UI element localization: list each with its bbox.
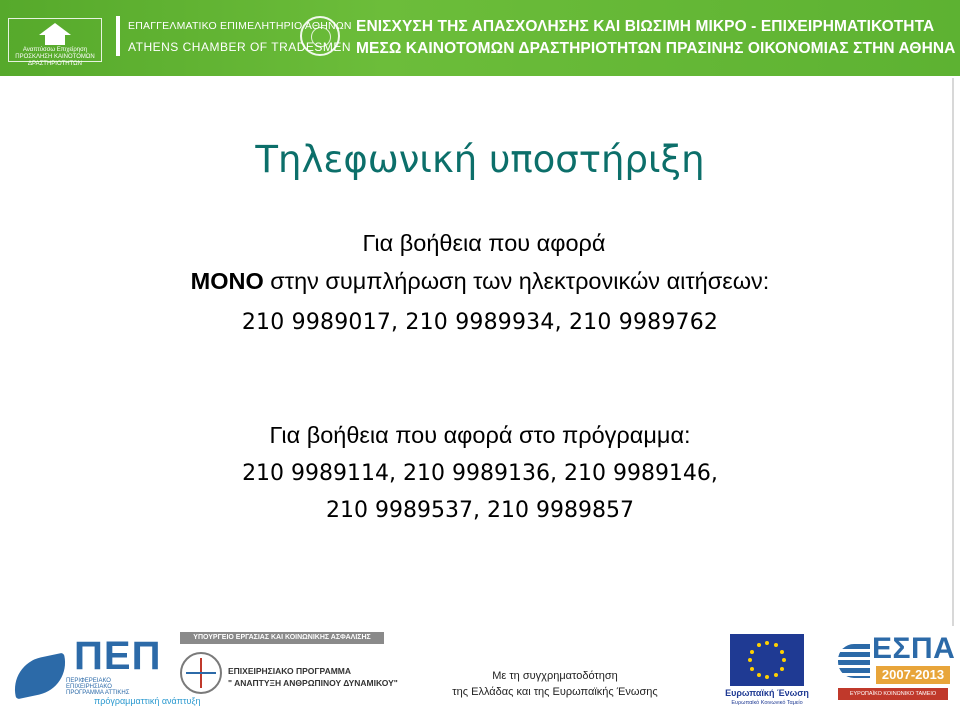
top-banner (0, 0, 960, 76)
pep-tagline: πρόγραμματτική ανάπτυξη (94, 696, 201, 706)
program-help-phones-2: 210 9989537, 210 9989857 (326, 498, 634, 523)
compass-icon (180, 652, 222, 694)
eu-star-icon (757, 673, 761, 677)
chamber-divider (116, 16, 120, 56)
cofund-line1: Με τη συγχρηματοδότηση (492, 670, 618, 682)
house-icon (39, 23, 71, 35)
project-logo-text: Αναπτύσσω Επιχείρηση ΠΡΟΣΚΛΗΣΗ ΚΑΙΝΟΤΟΜΩΝ ΔΡΑΣΤΗΡΙΟΤΗΤΩΝ (15, 47, 95, 67)
pep-swoosh-icon (9, 653, 71, 700)
op-line1: ΕΠΙΧΕΙΡΗΣΙΑΚΟ ΠΡΟΓΡΑΜΜΑ (228, 666, 352, 676)
eu-star-icon (782, 658, 786, 662)
medal-icon (300, 16, 340, 56)
app-help-description (0, 266, 960, 297)
program-help-intro: Για βοήθεια που αφορά στο πρόγραμμα: (269, 422, 691, 448)
eu-label: Ευρωπαϊκή Ένωση (725, 688, 809, 698)
app-help-only: ΜΟΝΟ (190, 268, 264, 294)
footer-logos (0, 626, 960, 716)
eu-star-icon (780, 650, 784, 654)
eu-star-icon (750, 667, 754, 671)
eu-sublabel: Ευρωπαϊκό Κοινωνικό Ταμείο (731, 700, 803, 706)
chamber-name-english: ATHENS CHAMBER OF TRADESMEN (128, 40, 352, 54)
eu-star-icon (748, 658, 752, 662)
eu-flag-icon (730, 634, 804, 686)
eu-star-icon (774, 643, 778, 647)
espa-sublabel: ΕΥΡΩΠΑΪΚΟ ΚΟΙΝΩΝΙΚΟ ΤΑΜΕΙΟ (838, 688, 948, 700)
banner-slogan-line2: ΜΕΣΩ ΚΑΙΝΟΤΟΜΩΝ ΔΡΑΣΤΗΡΙΟΤΗΤΩΝ ΠΡΑΣΙΝΗΣ ΟΙΚΟΝΟΜΙΑΣ ΣΤΗΝ ΑΘΗΝΑ (356, 40, 956, 57)
pep-subtitle: ΠΕΡΙΦΕΡΕΙΑΚΟ ΕΠΙΧΕΙΡΗΣΙΑΚΟ ΠΡΟΓΡΑΜΜΑ ΑΤΤΙΚΗΣ (66, 678, 130, 696)
eu-star-icon (750, 650, 754, 654)
espa-logo: ΕΣΠΑ (872, 632, 956, 665)
eu-star-icon (765, 641, 769, 645)
app-help-rest: στην συμπλήρωση των ηλεκτρονικών αιτήσεων: (263, 268, 770, 294)
eu-star-icon (757, 643, 761, 647)
project-logo (8, 18, 102, 67)
app-help-intro: Για βοήθεια που αφορά (362, 230, 606, 256)
eu-star-icon (780, 667, 784, 671)
chamber-name-greek: ΕΠΑΓΓΕΛΜΑΤΙΚΟ ΕΠΙΜΕΛΗΤΗΡΙΟ ΑΘΗΝΩΝ (128, 20, 352, 32)
house-base-icon (45, 35, 65, 45)
cofund-line2: της Ελλάδας και της Ευρωπαϊκής Ένωσης (452, 686, 658, 698)
slide-edge-rule (952, 78, 954, 626)
ministry-label: ΥΠΟΥΡΓΕΙΟ ΕΡΓΑΣΙΑΣ ΚΑΙ ΚΟΙΝΩΝΙΚΗΣ ΑΣΦΑΛΙΣΗΣ (180, 632, 384, 644)
app-help-phones: 210 9989017, 210 9989934, 210 9989762 (241, 310, 719, 335)
op-line2: " ΑΝΑΠΤΥΞΗ ΑΝΘΡΩΠΙΝΟΥ ΔΥΝΑΜΙΚΟΥ" (228, 678, 398, 688)
program-help-phones-1: 210 9989114, 210 9989136, 210 9989146, (242, 461, 718, 486)
eu-star-icon (774, 673, 778, 677)
pep-logo: ΠΕΠ (74, 634, 162, 678)
banner-slogan-line1: ΕΝΙΣΧΥΣΗ ΤΗΣ ΑΠΑΣΧΟΛΗΣΗΣ ΚΑΙ ΒΙΩΣΙΜΗ ΜΙΚΡΟ - ΕΠΙΧΕΙΡΗΜΑΤΙΚΟΤΗΤΑ (356, 18, 935, 35)
eu-star-icon (765, 675, 769, 679)
slide-title: Τηλεφωνική υποστήριξη (255, 138, 705, 181)
espa-waves-icon (838, 644, 870, 678)
espa-years: 2007-2013 (876, 666, 950, 684)
